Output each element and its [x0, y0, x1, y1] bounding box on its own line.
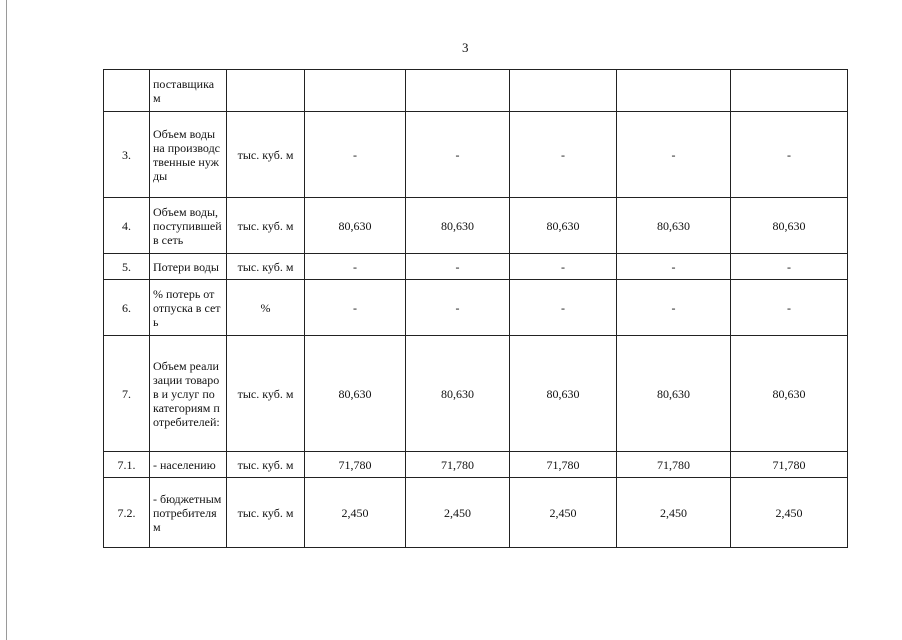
row-value [406, 70, 510, 112]
row-unit: % [227, 280, 305, 336]
row-value [510, 70, 617, 112]
table-row [104, 70, 848, 112]
page-number: 3 [462, 40, 469, 55]
row-value: 80,630 [617, 336, 731, 452]
row-value: - [617, 280, 731, 336]
table-row [104, 336, 848, 452]
row-value: - [617, 254, 731, 280]
row-number [104, 70, 150, 112]
row-value: 80,630 [305, 336, 406, 452]
table-row [104, 198, 848, 254]
row-unit: тыс. куб. м [227, 112, 305, 198]
row-name: Объем реализации товаров и услуг по категориям потребителей: [150, 336, 227, 452]
row-unit: тыс. куб. м [227, 198, 305, 254]
row-number: 6. [104, 280, 150, 336]
table-row [104, 452, 848, 478]
row-value: 80,630 [510, 336, 617, 452]
row-number: 3. [104, 112, 150, 198]
row-value: 71,780 [617, 452, 731, 478]
row-value: - [305, 254, 406, 280]
row-value: 71,780 [305, 452, 406, 478]
row-value [617, 70, 731, 112]
row-name: - населению [150, 452, 227, 478]
row-name: % потерь от отпуска в сеть [150, 280, 227, 336]
row-value: 2,450 [510, 478, 617, 548]
row-value: - [510, 280, 617, 336]
row-value: - [406, 254, 510, 280]
row-unit: тыс. куб. м [227, 478, 305, 548]
row-unit [227, 70, 305, 112]
row-number: 7.1. [104, 452, 150, 478]
row-value: - [510, 112, 617, 198]
row-value: - [305, 280, 406, 336]
row-unit: тыс. куб. м [227, 452, 305, 478]
row-value: 80,630 [510, 198, 617, 254]
row-value: - [731, 280, 848, 336]
row-unit: тыс. куб. м [227, 336, 305, 452]
water-balance-table [103, 69, 848, 548]
row-value: 80,630 [406, 336, 510, 452]
row-value: 71,780 [510, 452, 617, 478]
table-row [104, 112, 848, 198]
row-value: 80,630 [731, 198, 848, 254]
row-unit: тыс. куб. м [227, 254, 305, 280]
row-value: - [406, 280, 510, 336]
row-value: - [617, 112, 731, 198]
row-name: Потери воды [150, 254, 227, 280]
row-value: 2,450 [305, 478, 406, 548]
row-number: 4. [104, 198, 150, 254]
table-row [104, 254, 848, 280]
row-value: - [731, 112, 848, 198]
row-number: 7. [104, 336, 150, 452]
row-value [731, 70, 848, 112]
row-number: 5. [104, 254, 150, 280]
row-value: - [305, 112, 406, 198]
row-value: 2,450 [406, 478, 510, 548]
row-value: 80,630 [617, 198, 731, 254]
row-value: 2,450 [731, 478, 848, 548]
row-value [305, 70, 406, 112]
scan-edge-line [6, 0, 7, 640]
row-value: - [406, 112, 510, 198]
row-value: - [510, 254, 617, 280]
table-row [104, 478, 848, 548]
row-value: 80,630 [406, 198, 510, 254]
row-value: - [731, 254, 848, 280]
row-number: 7.2. [104, 478, 150, 548]
row-name: Объем воды на производственные нужды [150, 112, 227, 198]
row-name: поставщика м [150, 70, 227, 112]
row-name: Объем воды, поступившей в сеть [150, 198, 227, 254]
table-row [104, 280, 848, 336]
row-value: 71,780 [406, 452, 510, 478]
row-value: 80,630 [731, 336, 848, 452]
row-name: - бюджетным потребителям [150, 478, 227, 548]
row-value: 2,450 [617, 478, 731, 548]
row-value: 80,630 [305, 198, 406, 254]
row-value: 71,780 [731, 452, 848, 478]
